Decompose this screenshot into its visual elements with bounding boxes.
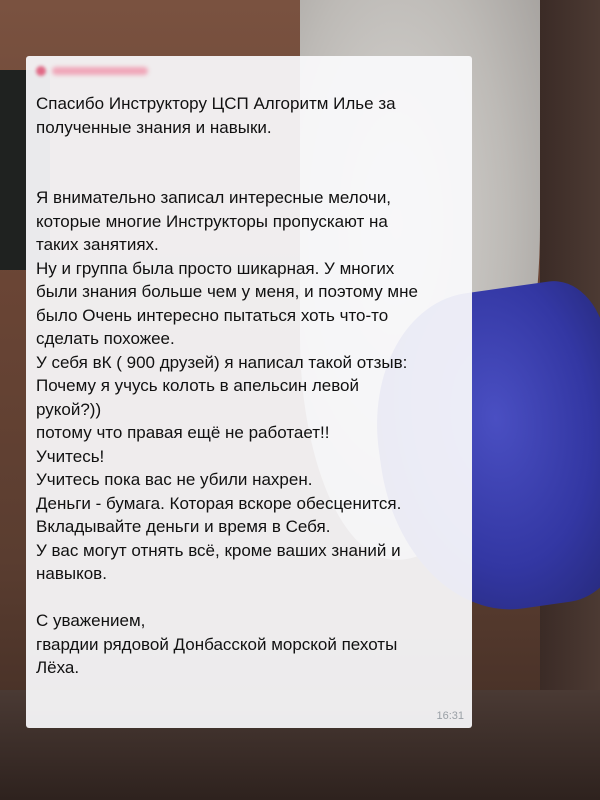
- sender-avatar-icon: [36, 66, 46, 76]
- sender-row: [36, 66, 148, 76]
- sender-name[interactable]: [52, 67, 148, 75]
- message-timestamp: 16:31: [436, 710, 464, 722]
- message-bubble[interactable]: [26, 56, 472, 728]
- message-text: Спасибо Инструктору ЦСП Алгоритм Илье за полученные знания и навыки. Я внимательно записал интересные мелочи, которые многие Инструкторы пропускают на таких занятиях. Ну и группа была просто шикарная. У многих были знания больше чем у меня, и поэтому мне было Очень интересно пытаться хоть что-то сделать похожее. У себя вК ( 900 друзей) я написал такой отзыв: Почему я учусь колоть в апельсин левой рукой?)) потому что правая ещё не работает!! Учитесь! Учитесь пока вас не убили нахрен. Деньги - бумага. Которая вскоре обесценится. Вкладывайте деньги и время в Себя. У вас могут отнять всё, кроме ваших знаний и навыков. С уважением, гвардии рядовой Донбасской морской пехоты Лёха.: [36, 94, 418, 677]
